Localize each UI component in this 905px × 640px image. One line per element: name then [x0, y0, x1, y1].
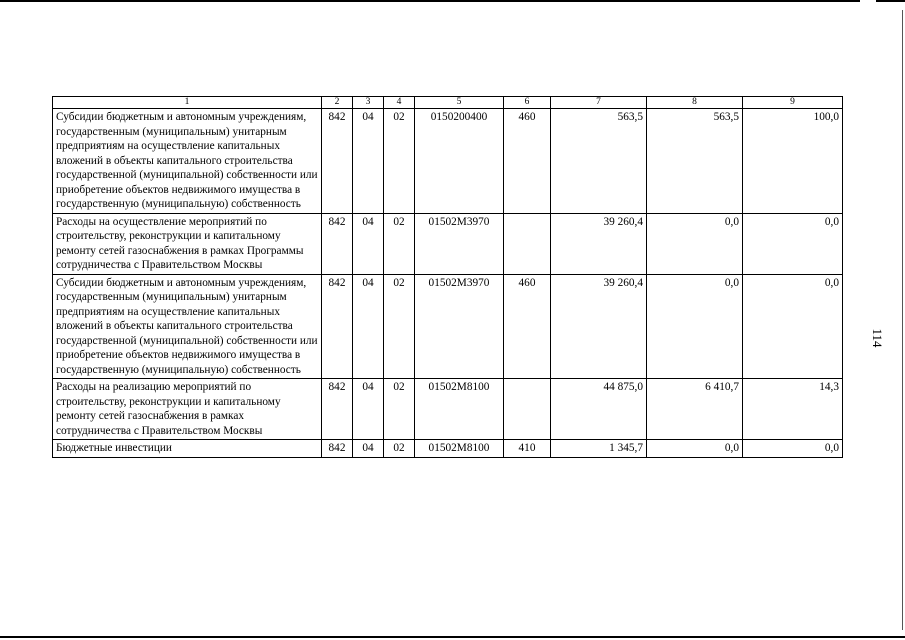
executed-amount: 6 410,7 — [647, 379, 743, 440]
section-code: 04 — [353, 440, 384, 458]
planned-amount: 39 260,4 — [551, 274, 647, 379]
scan-edge-bottom — [0, 636, 905, 638]
column-header: 7 — [551, 97, 647, 109]
column-header: 4 — [384, 97, 415, 109]
subsection-code: 02 — [384, 274, 415, 379]
subsection-code: 02 — [384, 109, 415, 214]
section-code: 04 — [353, 274, 384, 379]
page-number: 114 — [870, 328, 885, 348]
table-row — [53, 440, 843, 458]
expense-name: Субсидии бюджетным и автономным учреждениям, государственным (муниципальным) унитарным предприятиям на осуществление капитальных вложений в объекты капитального строительства государственной (муниципальной) собственности или приобретение объектов недвижимого имущества в государственную (муниципальную) собственность — [53, 274, 322, 379]
execution-percent: 14,3 — [743, 379, 843, 440]
scan-edge-top — [0, 0, 860, 2]
scan-edge-top-right — [876, 0, 905, 2]
expense-type-code — [504, 379, 551, 440]
department-code: 842 — [322, 379, 353, 440]
execution-percent: 0,0 — [743, 213, 843, 274]
column-header: 3 — [353, 97, 384, 109]
column-header: 6 — [504, 97, 551, 109]
column-header: 8 — [647, 97, 743, 109]
column-number-row — [53, 97, 843, 109]
executed-amount: 0,0 — [647, 274, 743, 379]
expense-name: Расходы на осуществление мероприятий по строительству, реконструкции и капитальному ремонту сетей газоснабжения в рамках Программы сотрудничества с Правительством Москвы — [53, 213, 322, 274]
planned-amount: 39 260,4 — [551, 213, 647, 274]
column-header: 1 — [53, 97, 322, 109]
expense-name: Расходы на реализацию мероприятий по строительству, реконструкции и капитальному ремонту сетей газоснабжения в рамках сотрудничества с Правительством Москвы — [53, 379, 322, 440]
target-article-code: 01502M8100 — [415, 440, 504, 458]
table-row — [53, 274, 843, 379]
expense-type-code: 460 — [504, 274, 551, 379]
planned-amount: 44 875,0 — [551, 379, 647, 440]
expense-name: Субсидии бюджетным и автономным учреждениям, государственным (муниципальным) унитарным предприятиям на осуществление капитальных вложений в объекты капитального строительства государственной (муниципальной) собственности или приобретение объектов недвижимого имущества в государственную (муниципальную) собственность — [53, 109, 322, 214]
column-header: 9 — [743, 97, 843, 109]
planned-amount: 1 345,7 — [551, 440, 647, 458]
executed-amount: 563,5 — [647, 109, 743, 214]
planned-amount: 563,5 — [551, 109, 647, 214]
department-code: 842 — [322, 213, 353, 274]
column-header: 5 — [415, 97, 504, 109]
column-header: 2 — [322, 97, 353, 109]
subsection-code: 02 — [384, 440, 415, 458]
executed-amount: 0,0 — [647, 440, 743, 458]
subsection-code: 02 — [384, 379, 415, 440]
execution-percent: 0,0 — [743, 440, 843, 458]
scan-edge-right — [902, 10, 903, 630]
department-code: 842 — [322, 440, 353, 458]
execution-percent: 0,0 — [743, 274, 843, 379]
expense-type-code — [504, 213, 551, 274]
target-article-code: 0150200400 — [415, 109, 504, 214]
target-article-code: 01502M3970 — [415, 274, 504, 379]
expense-name: Бюджетные инвестиции — [53, 440, 322, 458]
executed-amount: 0,0 — [647, 213, 743, 274]
table-row — [53, 379, 843, 440]
subsection-code: 02 — [384, 213, 415, 274]
table-row — [53, 109, 843, 214]
department-code: 842 — [322, 109, 353, 214]
budget-table — [52, 96, 843, 458]
expense-type-code: 410 — [504, 440, 551, 458]
expense-type-code: 460 — [504, 109, 551, 214]
table-row — [53, 213, 843, 274]
target-article-code: 01502M3970 — [415, 213, 504, 274]
execution-percent: 100,0 — [743, 109, 843, 214]
section-code: 04 — [353, 109, 384, 214]
section-code: 04 — [353, 213, 384, 274]
target-article-code: 01502M8100 — [415, 379, 504, 440]
department-code: 842 — [322, 274, 353, 379]
section-code: 04 — [353, 379, 384, 440]
